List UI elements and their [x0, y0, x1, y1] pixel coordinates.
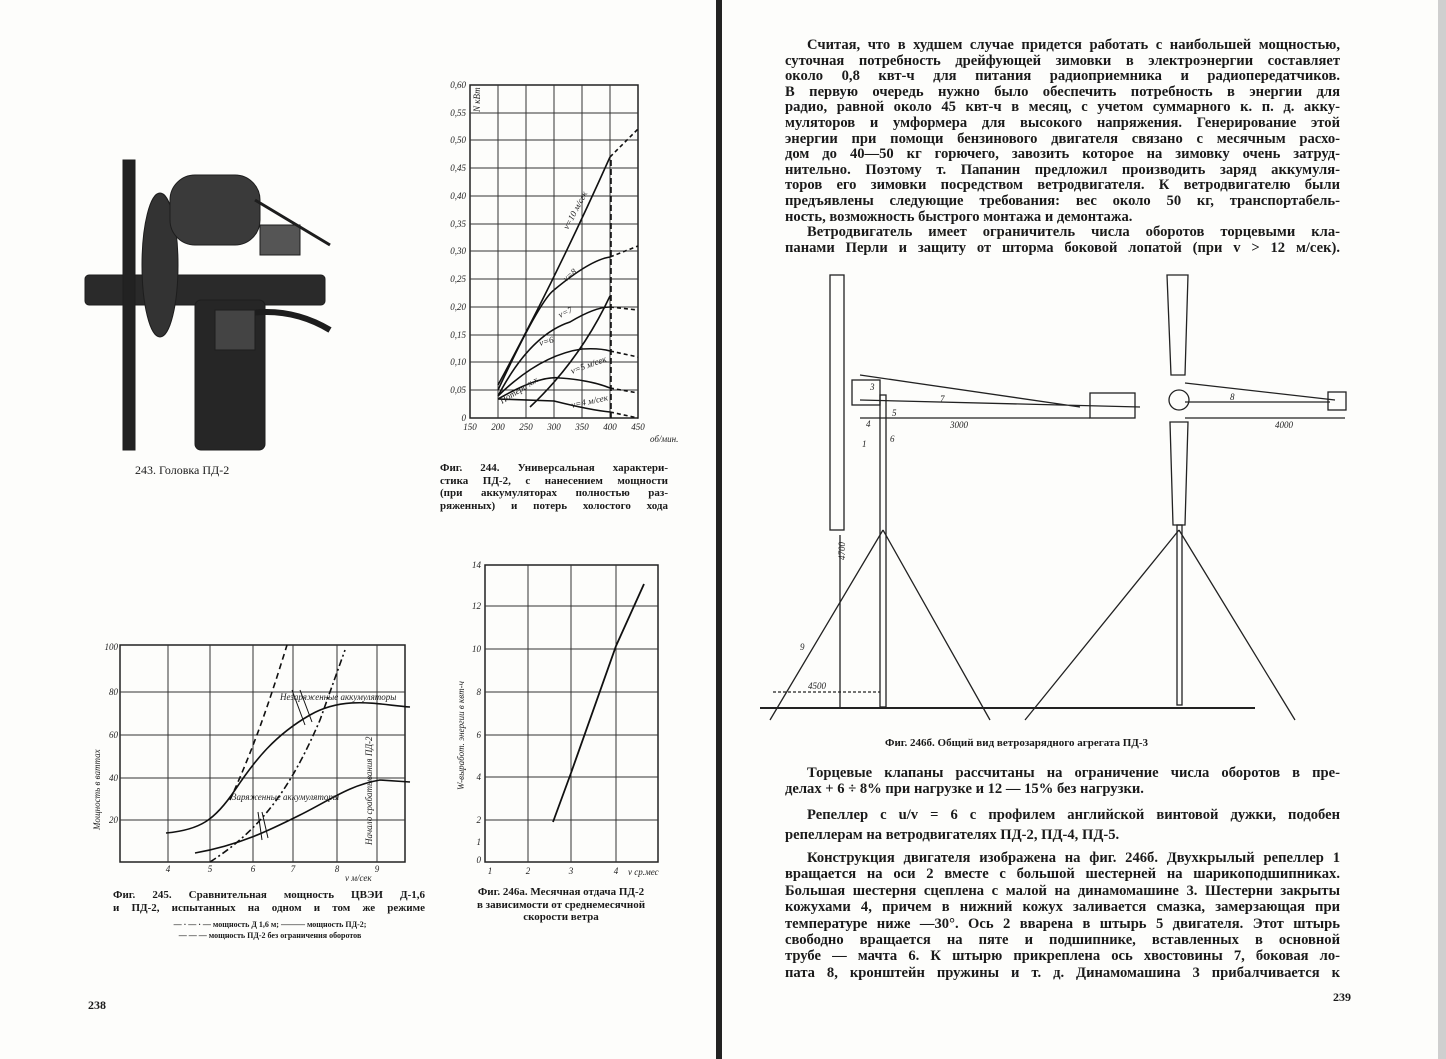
curve-label: v=10 м/сек — [560, 189, 590, 231]
tick: 80 — [109, 687, 118, 697]
caption-line: стика ПД-2, с нанесением мощности — [440, 474, 668, 487]
caption-line: Фиг. 246а. Месячная отдача ПД-2 — [477, 886, 645, 898]
annotation: Начало срабатывания ПД-2 — [364, 736, 374, 845]
y-axis-label: W-выработ. энергии в квт-ч — [456, 681, 466, 790]
page-number-left: 238 — [88, 998, 106, 1012]
tick: 2 — [525, 866, 531, 876]
curve-pd2-unlimited — [230, 645, 287, 800]
tick: 12 — [472, 601, 481, 611]
tick: 0 — [461, 413, 466, 423]
caption-fig246a — [455, 886, 667, 924]
caption-line: (при аккумуляторах полностью раз- — [440, 487, 668, 499]
tick: 400 — [603, 422, 617, 432]
text-line: предъявлены следующие требования: вес около 50 кг, транспортабель- — [785, 192, 1340, 209]
curve-label: Потери х.х. — [497, 373, 542, 406]
text-line: пата 8, кронштейн пружины и т. д. Динамомашина 3 прибалчивается к — [785, 964, 1340, 981]
part-label: 9 — [800, 642, 805, 652]
text-line: торов его зимовки посредством ветродвигателя. К ветродвигателю были — [785, 177, 1340, 194]
caption-line: в зависимости от среднемесячной — [476, 898, 646, 911]
curve-label: v=8 — [560, 266, 579, 284]
text-line: В первую очередь нужно было обеспечить потребность в энергии для — [785, 83, 1340, 100]
tick: 100 — [104, 642, 118, 652]
tick: 0,10 — [450, 357, 466, 367]
tick: 10 — [472, 644, 481, 654]
caption-line: и ПД-2, испытанных на одном и том же режиме — [113, 901, 425, 914]
curve-label: v=5 м/сек — [569, 353, 608, 376]
dimension-label: 3000 — [950, 420, 968, 430]
tick: 6 — [250, 864, 256, 874]
tick: 6 — [476, 730, 481, 740]
text-line: Считая, что в худшем случае придется работать с наибольшей мощностью, — [807, 37, 1340, 53]
text-line: репеллерам на ветродвигателях ПД-2, ПД-4, ПД-5. — [785, 827, 1120, 843]
caption-line: Фиг. 245. Сравнительная мощность ЦВЭИ Д-1,6 — [113, 889, 425, 901]
text-line: делах + 6 ÷ 8% при нагрузке и 12 — 15% без нагрузки. — [785, 781, 1144, 797]
dimension-label: 4000 — [1275, 420, 1293, 430]
curve-d16 — [210, 650, 345, 862]
chart-fig246a — [456, 560, 659, 877]
caption-line: Фиг. 244. Универсальная характери- — [440, 462, 668, 474]
curve-pd2-charged — [195, 780, 410, 853]
text-line: ность, возможность быстрого монтажа и демонтажа. — [785, 208, 1133, 225]
x-axis-label: об/мин. — [650, 434, 679, 444]
tick: 0,35 — [450, 219, 466, 229]
x-axis-label: v ср.мес — [628, 867, 659, 877]
paragraph-4 — [785, 805, 1340, 845]
tick: 300 — [547, 422, 561, 432]
tick: 4 — [476, 772, 481, 782]
tick: 1 — [487, 866, 493, 876]
part-label: 7 — [940, 394, 945, 404]
tick: 9 — [374, 864, 380, 874]
paragraph-5 — [785, 850, 1340, 981]
dimension-label: 4500 — [808, 681, 826, 691]
text-line: дом до 40—50 кг горючего, завозить которое на зимовку очень затруд- — [785, 146, 1340, 163]
tick: 0,60 — [450, 80, 466, 90]
tick: 0,30 — [450, 246, 466, 256]
tick: 150 — [463, 422, 477, 432]
chart-fig244 — [450, 80, 678, 444]
tick: 60 — [109, 730, 118, 740]
tick: 2 — [476, 815, 481, 825]
annotation: Незаряженные аккумуляторы — [280, 692, 397, 702]
tick: 350 — [575, 422, 589, 432]
text-line: суточная потребность дрейфующей зимовки в электроэнергии составляет — [785, 52, 1340, 69]
text-line: кожухами 4, причем в нижний кожух заливается смазка, замерзающая при — [785, 899, 1340, 916]
text-line: вращается на оси 2 вместе с большой шестерней на шарикоподшипниках. — [785, 866, 1340, 883]
drawing-labels — [800, 382, 1294, 691]
tick: 8 — [334, 864, 340, 874]
annotation: Заряженные аккумуляторы — [232, 792, 339, 802]
text-line: энергии при помощи бензинового двигателя связано с месячным расхо- — [785, 130, 1340, 147]
tick: 4 — [613, 866, 619, 876]
tick: 14 — [472, 560, 481, 570]
text-line: Торцевые клапаны рассчитаны на ограничение числа оборотов в пре- — [807, 765, 1340, 781]
part-label: 8 — [1230, 392, 1235, 402]
text-line: нительно. Поэтому т. Папанин предложил производить заряд аккумуля- — [785, 161, 1340, 178]
page-number-right: 239 — [1333, 990, 1351, 1004]
curve-label: v=6 — [537, 334, 555, 348]
text-line: панами Перли и защиту от шторма боковой лопатой (при v > 12 м/сек). — [785, 239, 1340, 256]
text-line: Репеллер с u/v = 6 с профилем английской винтовой дужки, подобен — [807, 807, 1340, 823]
tick: 8 — [476, 687, 481, 697]
curve-monthly-output — [553, 584, 644, 822]
legend-line: — — — мощность ПД-2 без ограничения оборотов — [178, 931, 362, 940]
drawing-fig246b — [760, 275, 1346, 720]
caption-fig246b: Фиг. 246б. Общий вид ветрозарядного агрегата ПД-3 — [885, 737, 1149, 749]
part-label: 4 — [866, 419, 871, 429]
caption-fig243: 243. Головка ПД-2 — [135, 463, 230, 477]
tick: 40 — [109, 773, 118, 783]
legend-line: — · — · — мощность Д 1,6 м; ——— мощность ПД-2; — [173, 920, 367, 929]
tick: 0,55 — [450, 108, 466, 118]
text-line: Большая шестерня сцеплена с малой на динамомашине 3. Шестерни закрыты — [785, 882, 1340, 899]
paragraph-3 — [785, 765, 1340, 797]
part-label: 5 — [892, 408, 897, 418]
tick: 0,25 — [450, 274, 466, 284]
tick: 7 — [290, 864, 296, 874]
x-axis-label: v м/сек — [345, 873, 372, 883]
caption-line: скорости ветра — [523, 911, 599, 923]
text-line: Ветродвигатель имеет ограничитель числа оборотов торцевыми кла- — [807, 224, 1340, 241]
y-axis-label: N кВт — [472, 87, 482, 112]
caption-fig245 — [113, 889, 425, 914]
tick: 0,15 — [450, 330, 466, 340]
text-line: около 0,8 квт-ч для питания радиоприемника и радиопередатчиков. — [785, 68, 1340, 85]
photo-pd2-head — [85, 160, 330, 450]
curve-label: v=7 — [556, 304, 575, 320]
text-line: Конструкция двигателя изображена на фиг. 246б. Двухкрылый репеллер 1 — [807, 850, 1340, 866]
tick: 1 — [476, 837, 481, 847]
part-label: 3 — [870, 382, 875, 392]
tick: 5 — [207, 864, 213, 874]
tick: 4 — [165, 864, 171, 874]
tick: 0,45 — [450, 163, 466, 173]
part-label: 1 — [862, 439, 867, 449]
paragraph-1 — [785, 38, 1340, 256]
y-axis-label: Мощность в ваттах — [92, 749, 102, 830]
curve-label: v=4 м/сек — [570, 392, 609, 410]
part-label: 6 — [890, 434, 895, 444]
tick: 20 — [109, 815, 118, 825]
text-line: радио, равной около 45 квт-ч в месяц, с учетом суммарного к. п. д. акку- — [785, 99, 1340, 116]
chart-fig245 — [92, 642, 410, 883]
tick: 0,05 — [450, 385, 466, 395]
tick: 0 — [476, 855, 481, 865]
tick: 0,50 — [450, 135, 466, 145]
caption-fig244 — [440, 462, 668, 512]
tick: 3 — [568, 866, 574, 876]
tick: 0,40 — [450, 191, 466, 201]
dimension-label: 4700 — [837, 542, 847, 560]
tick: 0,20 — [450, 302, 466, 312]
caption-line: ряженных) и потерь холостого хода — [440, 499, 668, 512]
text-line: муляторов и умформера для высокого напряжения. Генерирование этой — [785, 114, 1340, 131]
tick: 200 — [491, 422, 505, 432]
legend-fig245 — [115, 919, 425, 941]
text-line: свободно вращается на пяте и подшипнике, вставленных в основной — [785, 932, 1340, 949]
text-line: трубе — мачта 6. К штырю прикреплена ось хвостовины 7, боковая ло- — [785, 948, 1340, 965]
tick: 250 — [519, 422, 533, 432]
tick: 450 — [631, 422, 645, 432]
text-line: температуре ниже —30°. Ось 2 вварена в штырь 5 двигателя. Этот штырь — [785, 915, 1340, 932]
